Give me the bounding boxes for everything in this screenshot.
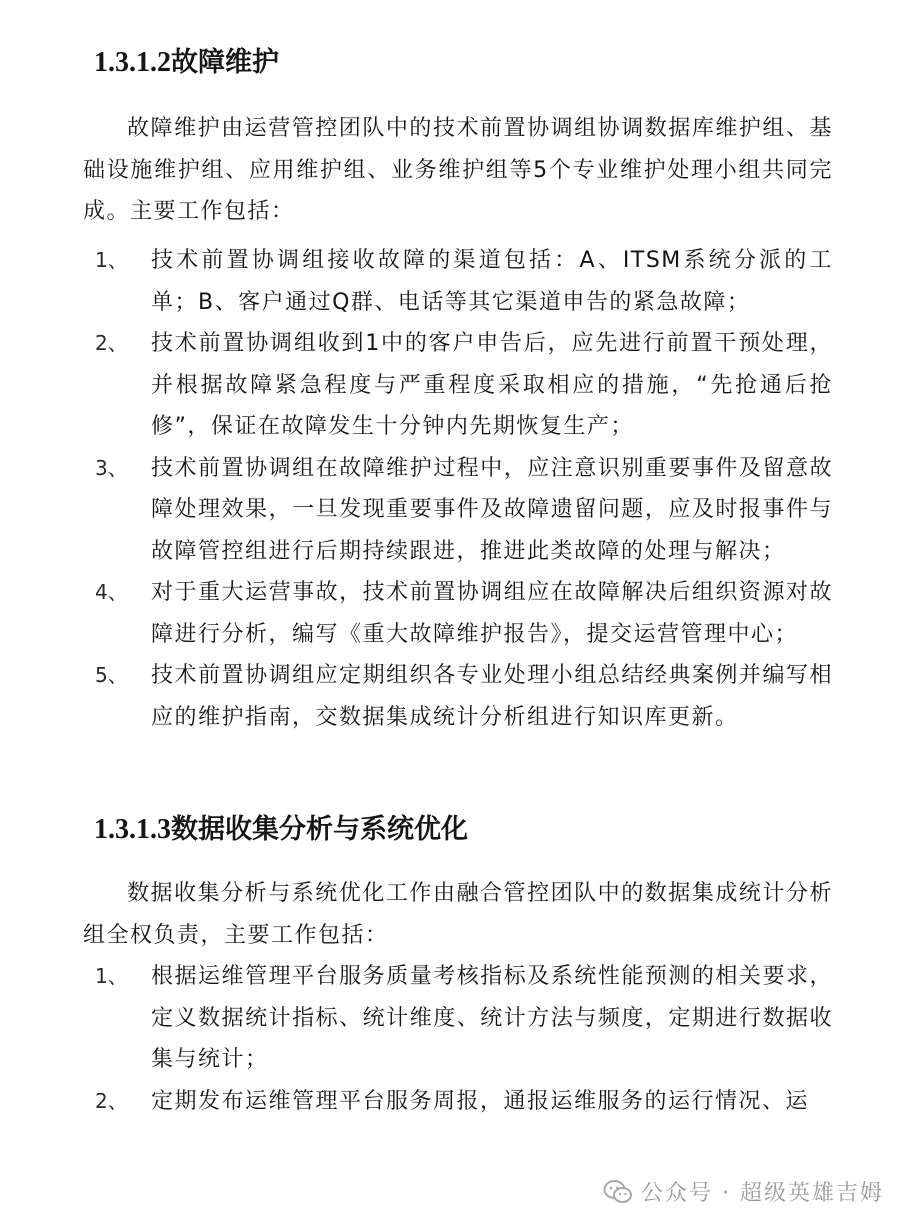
list-item	[83, 655, 833, 738]
section-title: 数据收集分析与系统优化	[171, 814, 468, 845]
section-number: 1.3.1.3	[94, 814, 171, 845]
list-item-text: 技术前置协调组应定期组织各专业处理小组总结经典案例并编写相应的维护指南，交数据集成统计分析组进行知识库更新。	[151, 663, 833, 730]
list-item-text: 技术前置协调组收到1中的客户申告后，应先进行前置干预处理，并根据故障紧急程度与严重程度采取相应的措施，“先抢通后抢修”，保证在故障发生十分钟内先期恢复生产；	[151, 331, 833, 439]
list-item-text: 定期发布运维管理平台服务周报，通报运维服务的运行情况、运	[151, 1088, 810, 1114]
section-heading-1-3-1-2	[94, 43, 279, 83]
wechat-icon	[603, 1179, 633, 1205]
section-intro-paragraph: 故障维护由运营管控团队中的技术前置协调组协调数据库维护组、基础设施维护组、应用维护组、业务维护组等5个专业维护处理小组共同完成。主要工作包括：	[83, 116, 833, 224]
list-item	[83, 572, 833, 655]
list-marker: 3、	[95, 455, 128, 480]
list-item-text: 根据运维管理平台服务质量考核指标及系统性能预测的相关要求，定义数据统计指标、统计维度、统计方法与频度，定期进行数据收集与统计；	[151, 964, 833, 1072]
list-item-text: 技术前置协调组在故障维护过程中，应注意识别重要事件及留意故障处理效果，一旦发现重要事件及故障遗留问题，应及时报事件与故障管控组进行后期持续跟进，推进此类故障的处理与解决；	[151, 455, 833, 564]
list-marker: 2、	[95, 1088, 128, 1113]
fault-maintenance-list	[83, 240, 833, 738]
watermark-text: 公众号 · 超级英雄吉姆	[641, 1181, 884, 1206]
list-marker: 2、	[95, 331, 128, 355]
data-analysis-list	[83, 956, 833, 1122]
list-item	[83, 323, 833, 448]
section-intro-paragraph: 数据收集分析与系统优化工作由融合管控团队中的数据集成统计分析组全权负责，主要工作包括：	[83, 881, 833, 948]
list-marker: 4、	[95, 580, 128, 604]
list-item	[83, 1081, 833, 1123]
section-title: 故障维护	[171, 47, 279, 78]
list-item-text: 技术前置协调组接收故障的渠道包括：A、ITSM系统分派的工单；B、客户通过Q群、电话等其它渠道申告的紧急故障；	[151, 248, 833, 315]
section-heading-1-3-1-3	[94, 810, 468, 850]
account-watermark	[603, 1176, 884, 1207]
list-marker: 5、	[95, 663, 128, 687]
section-number: 1.3.1.2	[94, 47, 171, 78]
list-item	[83, 240, 833, 323]
list-item	[83, 956, 833, 1081]
list-item-text: 对于重大运营事故，技术前置协调组应在故障解决后组织资源对故障进行分析，编写《重大故障维护报告》，提交运营管理中心；	[151, 580, 833, 647]
list-marker: 1、	[95, 964, 128, 988]
list-item	[83, 448, 833, 573]
list-marker: 1、	[95, 248, 128, 272]
